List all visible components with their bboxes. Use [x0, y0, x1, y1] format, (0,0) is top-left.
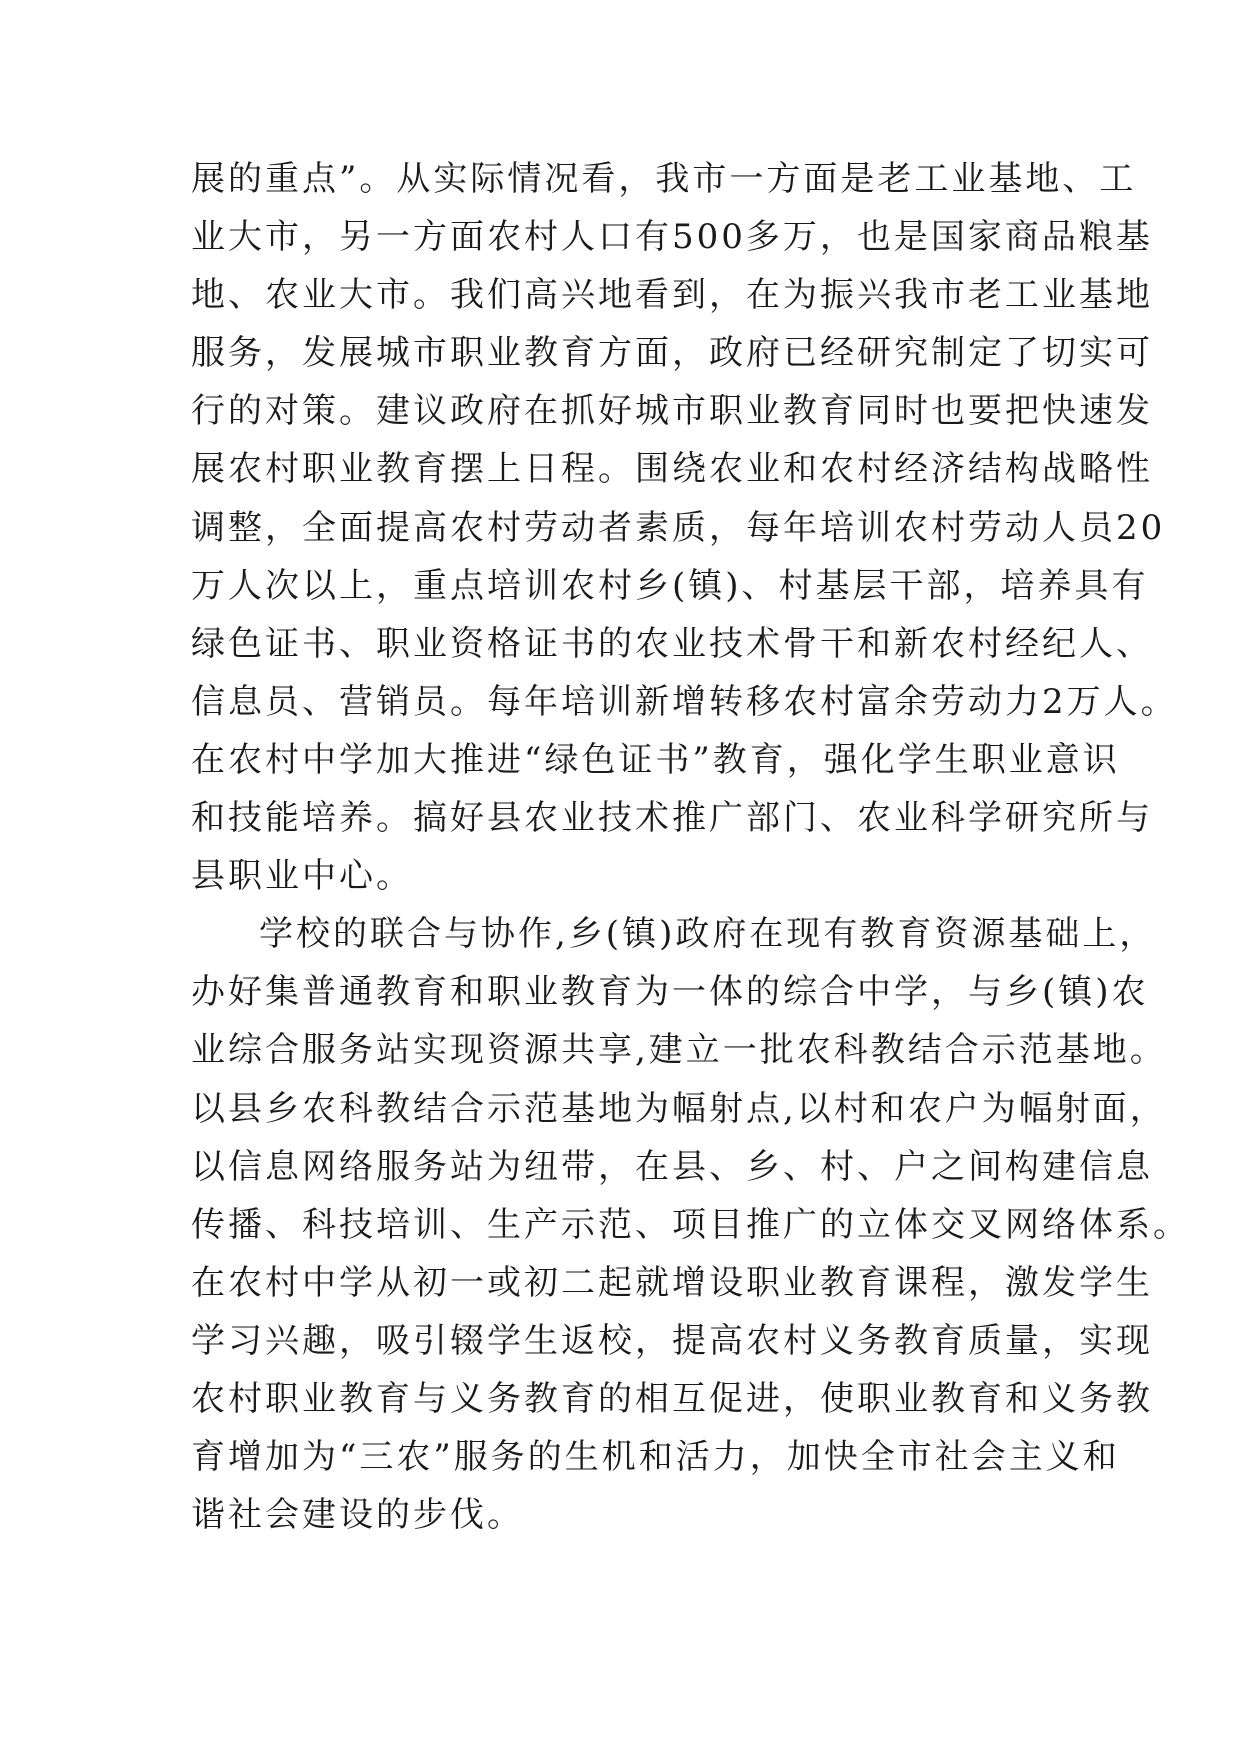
text-line: 传播、科技培训、生产示范、项目推广的立体交叉网络体系。	[191, 1204, 1190, 1245]
text-line: 在农村中学加大推进“绿色证书”教育，强化学生职业意识	[191, 739, 1120, 780]
text-line: 在农村中学从初一或初二起就增设职业教育课程，激发学生	[191, 1262, 1153, 1303]
text-line: 展的重点”。从实际情况看，我市一方面是老工业基地、工	[191, 159, 1137, 199]
text-line: 以县乡农科教结合示范基地为幅射点,以村和农户为幅射面，	[191, 1088, 1167, 1129]
text-line: 调整，全面提高农村劳动者素质，每年培训农村劳动人员20	[191, 507, 1166, 548]
text-line: 谐社会建设的步伐。	[191, 1495, 524, 1536]
text-line: 行的对策。建议政府在抓好城市职业教育同时也要把快速发	[191, 391, 1153, 432]
text-line: 县职业中心。	[191, 856, 413, 897]
text-line: 业综合服务站实现资源共享,建立一批农科教结合示范基地。	[191, 1030, 1167, 1071]
paragraph-2	[191, 905, 1190, 1544]
document-body	[191, 150, 1190, 1544]
text-line: 万人次以上，重点培训农村乡(镇)、村基层干部，培养具有	[191, 565, 1149, 606]
text-line: 和技能培养。搞好县农业技术推广部门、农业科学研究所与	[191, 798, 1153, 839]
paragraph-1	[191, 150, 1178, 905]
text-line: 学校的联合与协作,乡(镇)政府在现有教育资源基础上，	[259, 914, 1157, 955]
text-line: 服务，发展城市职业教育方面，政府已经研究制定了切实可	[191, 333, 1153, 374]
text-line: 信息员、营销员。每年培训新增转移农村富余劳动力2万人。	[191, 681, 1178, 722]
text-line: 业大市，另一方面农村人口有500多万，也是国家商品粮基	[191, 217, 1153, 258]
text-line: 办好集普通教育和职业教育为一体的综合中学，与乡(镇)农	[191, 972, 1149, 1013]
text-line: 农村职业教育与义务教育的相互促进，使职业教育和义务教	[191, 1378, 1153, 1419]
text-line: 绿色证书、职业资格证书的农业技术骨干和新农村经纪人、	[191, 623, 1153, 664]
text-line: 育增加为“三农”服务的生机和活力，加快全市社会主义和	[191, 1437, 1120, 1478]
text-line: 展农村职业教育摆上日程。围绕农业和农村经济结构战略性	[191, 449, 1153, 490]
text-line: 以信息网络服务站为纽带，在县、乡、村、户之间构建信息	[191, 1146, 1153, 1187]
text-line: 学习兴趣，吸引辍学生返校，提高农村义务教育质量，实现	[191, 1320, 1153, 1361]
text-line: 地、农业大市。我们高兴地看到，在为振兴我市老工业基地	[191, 275, 1153, 316]
